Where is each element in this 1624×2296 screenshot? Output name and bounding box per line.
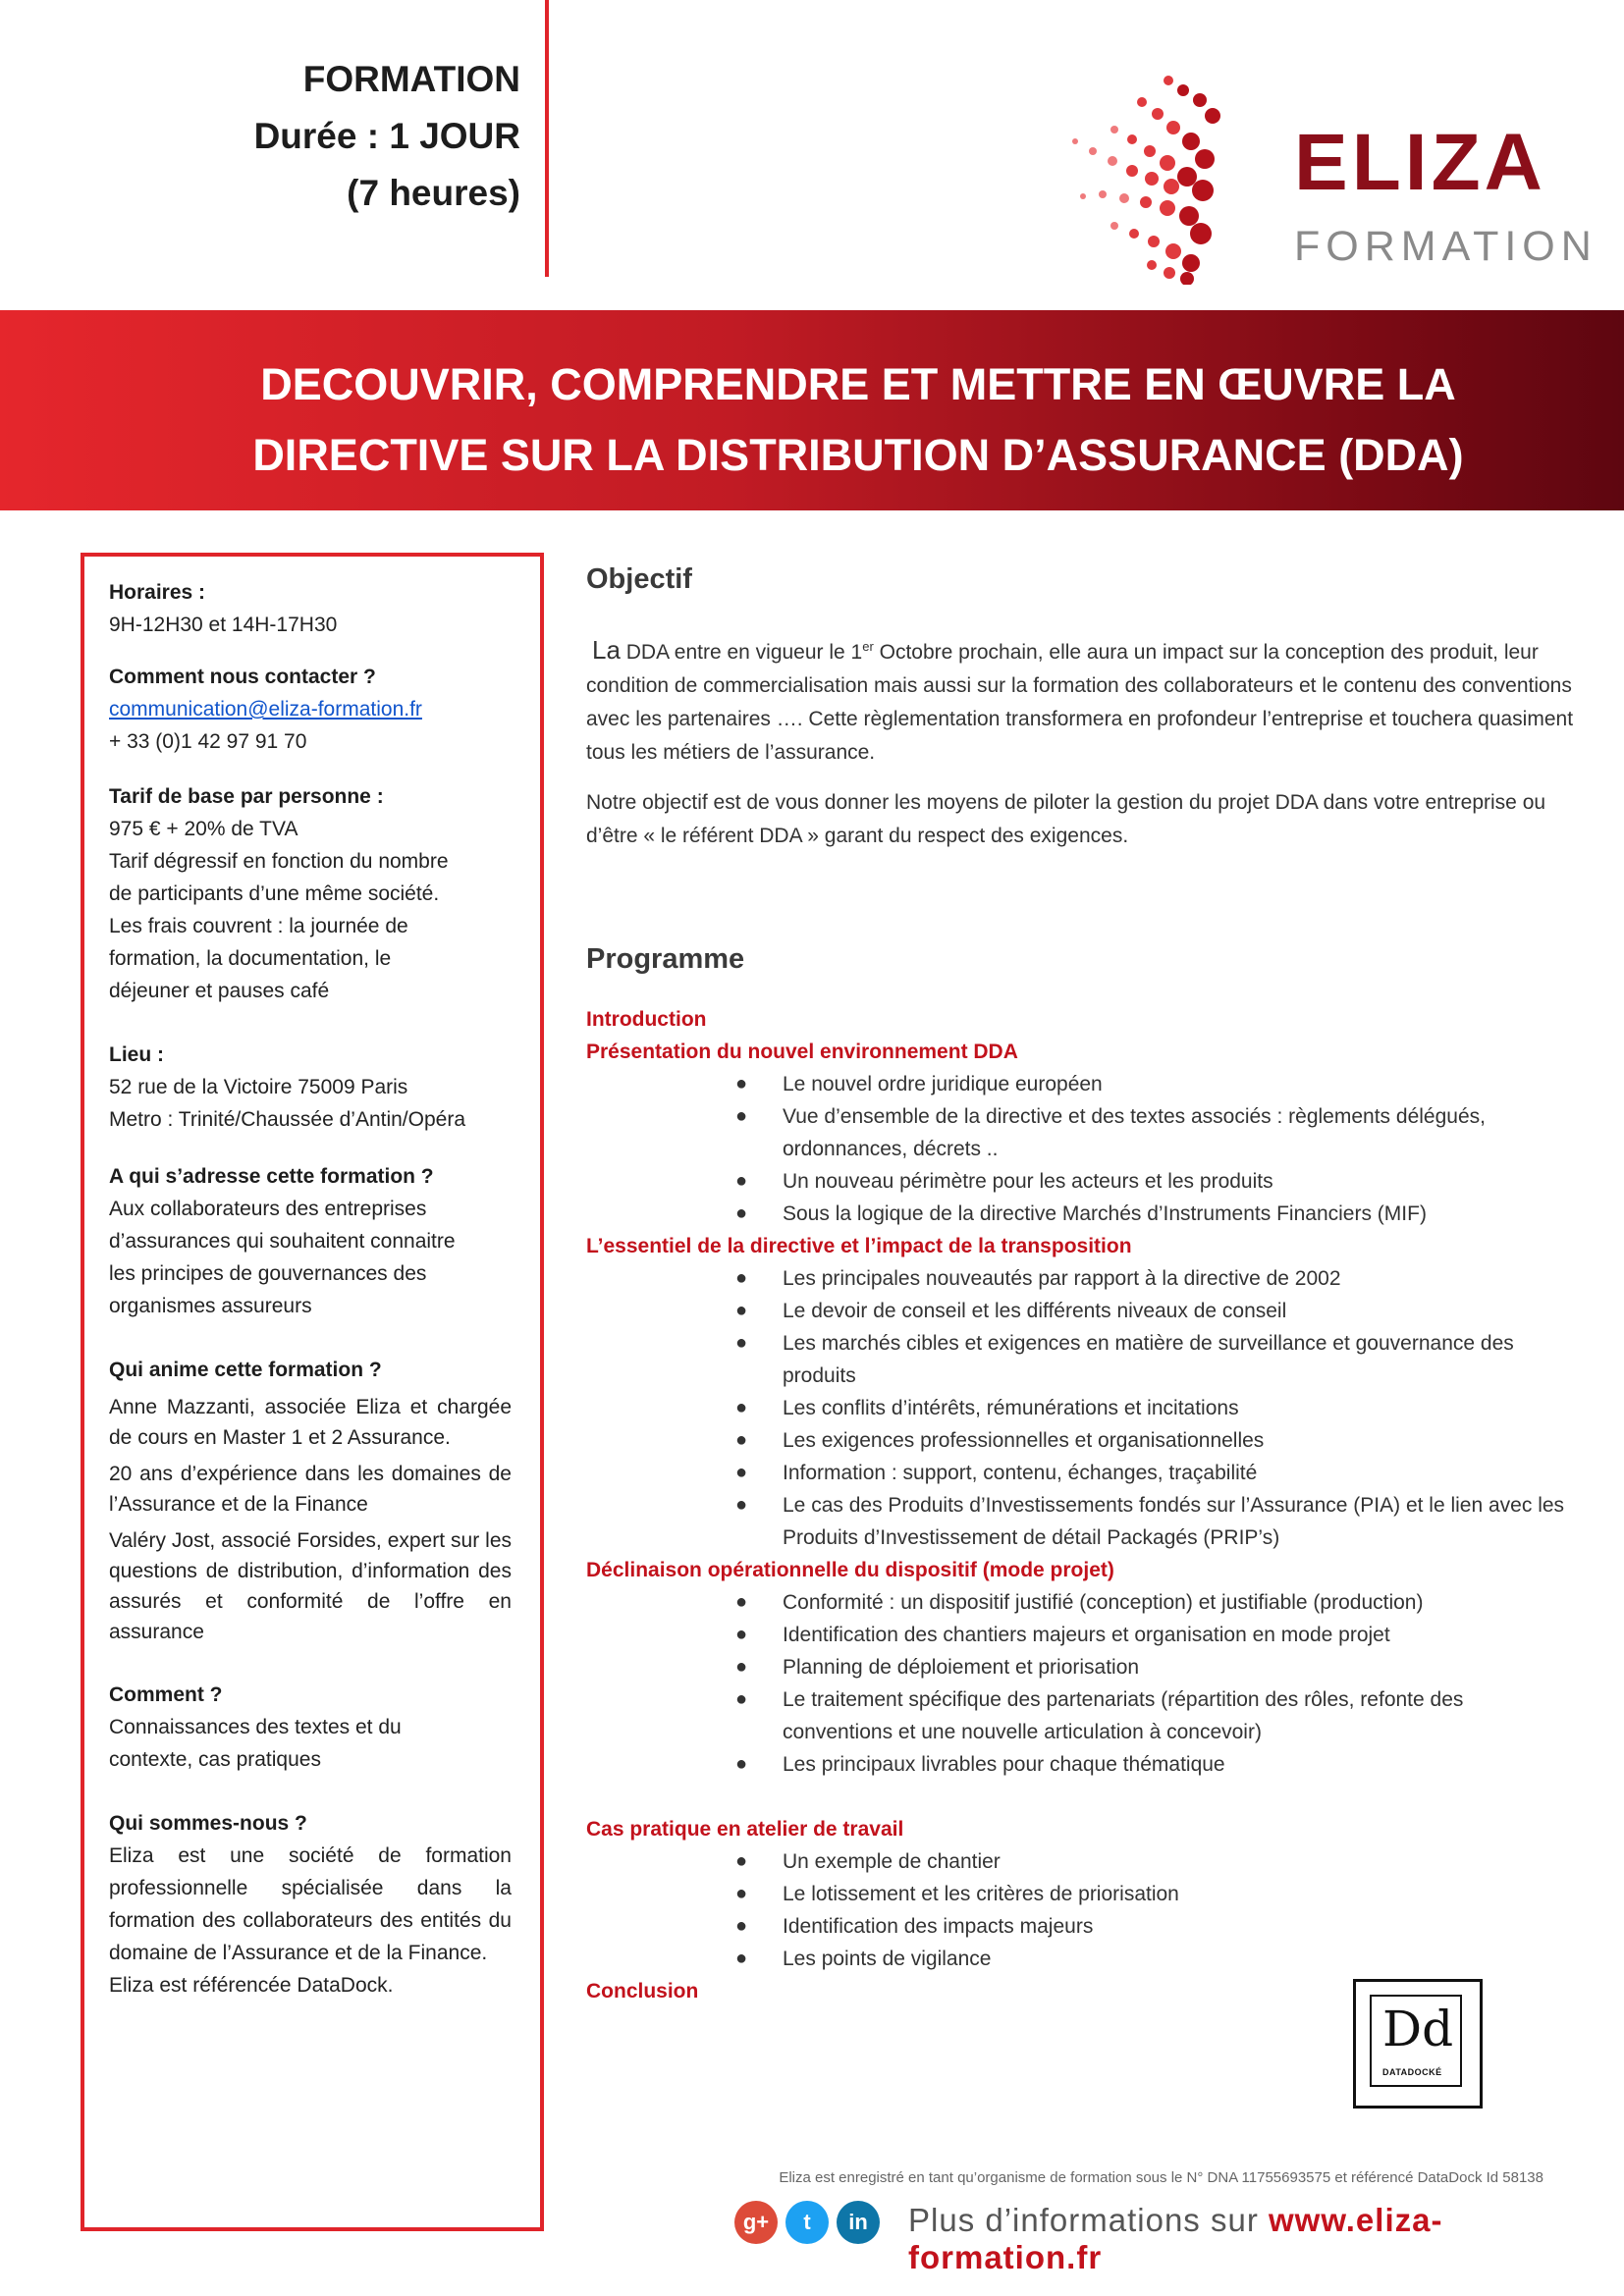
programme-section-title: Présentation du nouvel environnement DDA — [586, 1041, 1018, 1063]
list-item: ● Le nouvel ordre juridique européen — [586, 1068, 1597, 1100]
programme-section-title: Déclinaison opérationnelle du dispositif (mode projet) — [586, 1559, 1114, 1581]
logo-dot — [1164, 179, 1179, 194]
bullet-icon: ● — [735, 1073, 748, 1095]
objectif-heading: Objectif — [586, 563, 692, 595]
logo-dot — [1110, 222, 1118, 230]
linkedin-icon[interactable]: in — [837, 2201, 880, 2244]
list-item: ● Les conflits d’intérêts, rémunérations et incitations — [586, 1392, 1597, 1424]
logo-dot — [1192, 180, 1214, 201]
list-item: ● Information : support, contenu, échanges, traçabilité — [586, 1457, 1597, 1489]
logo-subtitle: FORMATION — [1294, 223, 1597, 270]
logo-dot — [1165, 243, 1181, 259]
tarif-price: 975 € + 20% de TVA — [109, 818, 298, 840]
logo-dot — [1110, 126, 1118, 133]
programme-section-title: L’essentiel de la directive et l’impact de la transposition — [586, 1235, 1132, 1257]
logo-dot — [1182, 133, 1200, 150]
objectif-text-b: Octobre prochain, elle aura un impact sur la conception des produit, leur condition de commercialisation mais aussi sur la formation des collaborateurs et le contenu des conventions avec les partenaires …. Cette règlementation transformera en profondeur l’entreprise et touchera quasiment tous les métiers de l’assurance. — [586, 641, 1574, 764]
logo-dot — [1164, 76, 1173, 85]
list-item: ● Un nouveau périmètre pour les acteurs et les produits — [586, 1165, 1597, 1198]
tarif-section — [109, 780, 512, 1007]
about-title: Qui sommes-nous ? — [109, 1812, 307, 1835]
list-item: ● Sous la logique de la directive Marchés d’Instruments Financiers (MIF) — [586, 1198, 1597, 1230]
lieu-address: 52 rue de la Victoire 75009 Paris — [109, 1076, 408, 1098]
list-item: ● Identification des chantiers majeurs et organisation en mode projet — [586, 1619, 1597, 1651]
logo-dot — [1119, 193, 1129, 203]
programme-list — [586, 1003, 1597, 2007]
logo-dot — [1195, 149, 1215, 169]
footer-info-line — [908, 2202, 1624, 2276]
list-item: ● Le cas des Produits d’Investissements fondés sur l’Assurance (PIA) et le lien avec les Produits d’Investissement de détail Packagés (PRIP’s) — [586, 1489, 1597, 1554]
list-item: ● Le lotissement et les critères de priorisation — [586, 1878, 1597, 1910]
logo-dot — [1160, 155, 1175, 171]
logo-dot — [1108, 156, 1117, 166]
trainer-bio-1: Anne Mazzanti, associée Eliza et chargée de cours en Master 1 et 2 Assurance. — [109, 1396, 512, 1449]
logo-dot — [1190, 223, 1212, 244]
logo-dot — [1166, 121, 1180, 134]
list-item: ● Identification des impacts majeurs — [586, 1910, 1597, 1943]
objectif-lead: La — [592, 635, 621, 665]
public-line: les principes de gouvernances des — [109, 1262, 427, 1285]
footer-registration-note: Eliza est enregistré en tant qu’organisme de formation sous le N° DNA 11755693575 et référencé DataDock Id 58138 — [779, 2169, 1543, 2186]
method-section — [109, 1679, 512, 1776]
contact-title: Comment nous contacter ? — [109, 666, 376, 688]
header-divider — [545, 0, 549, 277]
bullet-icon: ● — [735, 1753, 748, 1775]
method-title: Comment ? — [109, 1683, 223, 1706]
contact-email-link[interactable]: communication@eliza-formation.fr — [109, 698, 422, 721]
logo-dot — [1089, 147, 1097, 155]
logo-dot — [1072, 138, 1078, 144]
horaires-section — [109, 576, 512, 641]
method-line: contexte, cas pratiques — [109, 1748, 321, 1771]
programme-conclusion: Conclusion — [586, 1980, 699, 2002]
logo-dot — [1080, 193, 1086, 199]
logo-dot — [1099, 190, 1107, 198]
twitter-icon[interactable]: t — [785, 2201, 829, 2244]
bullet-icon: ● — [735, 1624, 748, 1645]
list-item: ● Un exemple de chantier — [586, 1845, 1597, 1878]
programme-section-1-items — [586, 1068, 1597, 1230]
list-item: ● Les points de vigilance — [586, 1943, 1597, 1975]
contact-section — [109, 661, 512, 758]
about-datadock: Eliza est référencée DataDock. — [109, 1974, 394, 1997]
bullet-icon: ● — [735, 1202, 748, 1224]
public-line: d’assurances qui souhaitent connaitre — [109, 1230, 456, 1253]
logo-name: ELIZA — [1294, 118, 1546, 207]
list-item: ● Le devoir de conseil et les différents niveaux de conseil — [586, 1295, 1597, 1327]
list-item: ● Les marchés cibles et exigences en matière de surveillance et gouvernance des produits — [586, 1327, 1597, 1392]
course-title-line-2: DIRECTIVE SUR LA DISTRIBUTION D’ASSURANCE (DDA) — [252, 430, 1464, 480]
public-title: A qui s’adresse cette formation ? — [109, 1165, 434, 1188]
trainer-title: Qui anime cette formation ? — [109, 1359, 382, 1381]
public-line: organismes assureurs — [109, 1295, 312, 1317]
programme-section-3-items — [586, 1586, 1597, 1781]
hours-label: (7 heures) — [347, 173, 520, 213]
logo-dot — [1193, 93, 1207, 107]
logo-dot — [1127, 134, 1137, 144]
bullet-icon: ● — [735, 1170, 748, 1192]
tarif-line: de participants d’une même société. — [109, 882, 440, 905]
objectif-text-a: DDA entre en vigueur le 1 — [620, 641, 863, 664]
logo-dot — [1129, 229, 1139, 239]
logo-dot — [1177, 167, 1197, 187]
logo-dot — [1126, 165, 1138, 177]
logo-dot — [1205, 108, 1220, 124]
bullet-icon: ● — [735, 1688, 748, 1710]
trainer-bio-2: 20 ans d’expérience dans les domaines de l’Assurance et de la Finance — [109, 1463, 512, 1516]
programme-section-title: Cas pratique en atelier de travail — [586, 1818, 904, 1841]
lieu-metro: Metro : Trinité/Chaussée d’Antin/Opéra — [109, 1108, 466, 1131]
logo-dot — [1160, 200, 1175, 216]
objectif-paragraph-1 — [586, 630, 1597, 770]
bullet-icon: ● — [735, 1105, 748, 1127]
programme-section-2-items — [586, 1262, 1597, 1554]
programme-section-4-items — [586, 1845, 1597, 1975]
bullet-icon: ● — [735, 1850, 748, 1872]
bullet-icon: ● — [735, 1300, 748, 1321]
course-title-line-1: DECOUVRIR, COMPRENDRE ET METTRE EN ŒUVRE LA — [260, 359, 1456, 409]
datadock-letters: Dd — [1382, 2001, 1454, 2057]
logo-dot — [1164, 267, 1175, 279]
method-line: Connaissances des textes et du — [109, 1716, 402, 1738]
list-item: ● Conformité : un dispositif justifié (conception) et justifiable (production) — [586, 1586, 1597, 1619]
bullet-icon: ● — [735, 1948, 748, 1969]
bullet-icon: ● — [735, 1267, 748, 1289]
footer-info-prefix: Plus d’informations sur — [908, 2202, 1269, 2238]
footer-website-link[interactable]: www.eliza-formation.fr — [908, 2202, 1443, 2275]
horaires-title: Horaires : — [109, 581, 206, 604]
bullet-icon: ● — [735, 1883, 748, 1904]
formation-label: FORMATION — [302, 59, 520, 99]
objectif-superscript: er — [862, 639, 874, 654]
logo-dot — [1148, 236, 1160, 247]
programme-introduction: Introduction — [586, 1008, 707, 1031]
trainer-bio-3: Valéry Jost, associé Forsides, expert sur les questions de distribution, d’information des assurés et conformité de l’offre en assurance — [109, 1529, 512, 1643]
logo-dot — [1144, 145, 1156, 157]
list-item: ● Les principaux livrables pour chaque thématique — [586, 1748, 1597, 1781]
bullet-icon: ● — [735, 1494, 748, 1516]
logo-dot — [1140, 196, 1152, 208]
bullet-icon: ● — [735, 1656, 748, 1678]
tarif-line: Tarif dégressif en fonction du nombre — [109, 850, 449, 873]
lieu-title: Lieu : — [109, 1043, 164, 1066]
list-item: ● Les exigences professionnelles et organisationnelles — [586, 1424, 1597, 1457]
bullet-icon: ● — [735, 1462, 748, 1483]
bullet-icon: ● — [735, 1332, 748, 1354]
public-section — [109, 1160, 512, 1322]
programme-heading: Programme — [586, 943, 745, 975]
tarif-line: Les frais couvrent : la journée de — [109, 915, 408, 937]
tarif-line: formation, la documentation, le — [109, 947, 392, 970]
list-item: ● Le traitement spécifique des partenariats (répartition des rôles, refonte des conventions et une nouvelle articulation à concevoir) — [586, 1683, 1597, 1748]
logo-dot — [1177, 84, 1189, 96]
list-item: ● Planning de déploiement et priorisation — [586, 1651, 1597, 1683]
datadock-label: DATADOCKÉ — [1382, 2067, 1442, 2077]
trainer-section — [109, 1355, 512, 1647]
google-plus-icon[interactable]: g+ — [734, 2201, 778, 2244]
bullet-icon: ● — [735, 1915, 748, 1937]
bullet-icon: ● — [735, 1591, 748, 1613]
logo-dot — [1145, 172, 1159, 186]
list-item: ● Les principales nouveautés par rapport à la directive de 2002 — [586, 1262, 1597, 1295]
logo-dot — [1180, 272, 1194, 285]
list-item: ● Vue d’ensemble de la directive et des textes associés : règlements délégués, ordonnances, décrets .. — [586, 1100, 1597, 1165]
about-section — [109, 1807, 512, 2002]
logo-dot — [1182, 254, 1200, 272]
tarif-line: déjeuner et pauses café — [109, 980, 330, 1002]
public-line: Aux collaborateurs des entreprises — [109, 1198, 427, 1220]
objectif-paragraph-2: Notre objectif est de vous donner les moyens de piloter la gestion du projet DDA dans votre entreprise ou d’être « le référent DDA » garant du respect des exigences. — [586, 791, 1546, 847]
about-text: Eliza est une société de formation professionnelle spécialisée dans la formation des collaborateurs des entités du domaine de l’Assurance et de la Finance. — [109, 1844, 512, 1964]
logo-dot — [1137, 97, 1147, 107]
lieu-section — [109, 1039, 512, 1136]
logo-dot — [1147, 260, 1157, 270]
horaires-value: 9H-12H30 et 14H-17H30 — [109, 614, 338, 636]
contact-phone: + 33 (0)1 42 97 91 70 — [109, 730, 307, 753]
bullet-icon: ● — [735, 1429, 748, 1451]
formation-duration-block — [147, 51, 520, 222]
bullet-icon: ● — [735, 1397, 748, 1418]
logo-dot — [1179, 206, 1199, 226]
course-title — [171, 349, 1545, 491]
duration-label: Durée : 1 JOUR — [253, 116, 520, 156]
tarif-title: Tarif de base par personne : — [109, 785, 384, 808]
logo-dot — [1152, 108, 1164, 120]
